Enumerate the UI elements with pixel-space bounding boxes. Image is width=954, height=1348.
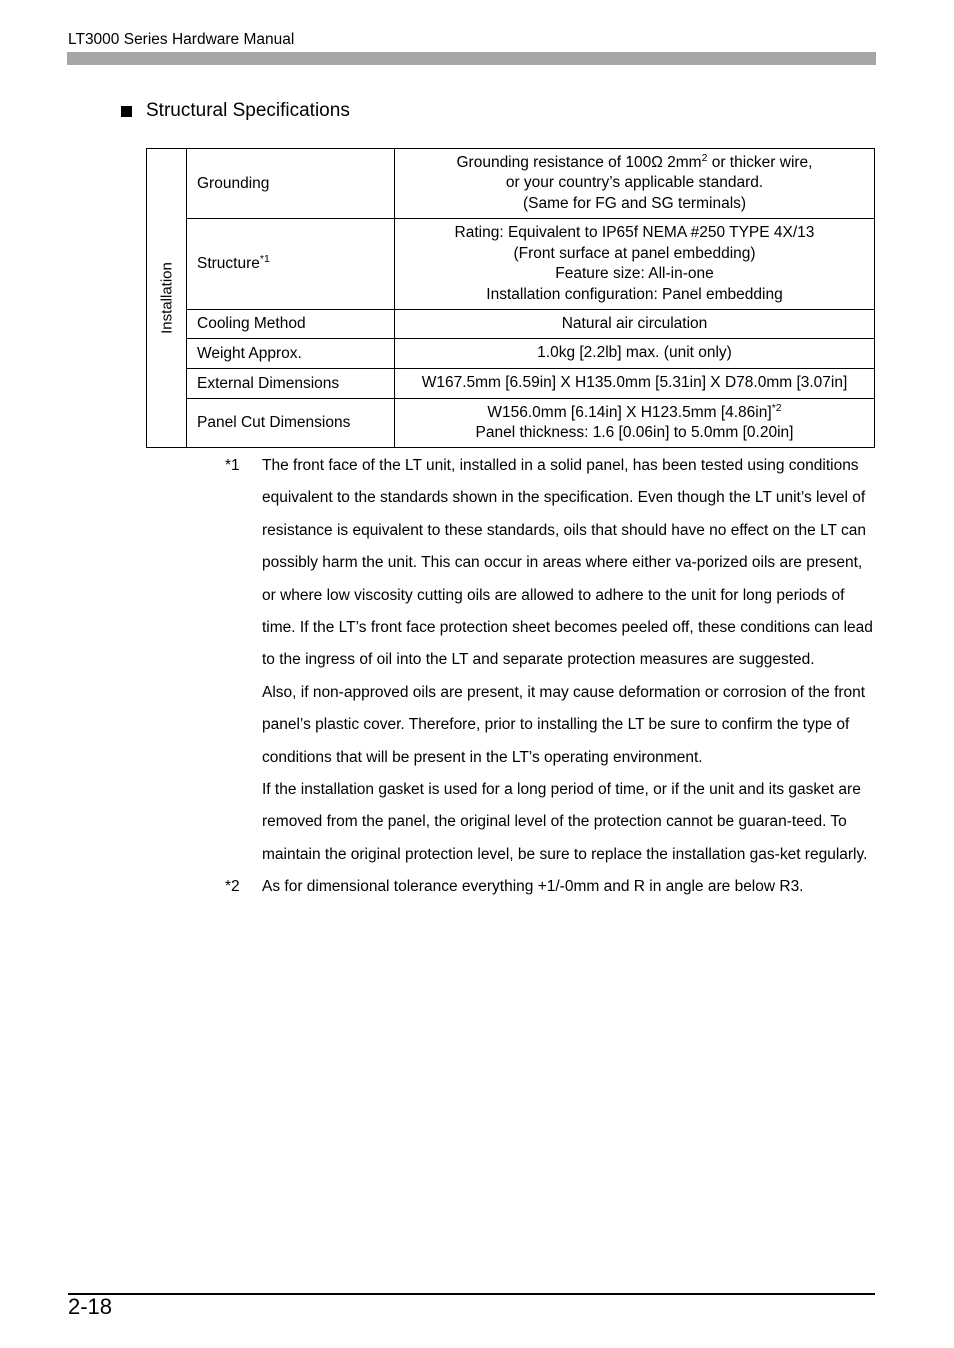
spec-label-cell [187,149,395,219]
spec-value-text: or thicker wire, [707,153,813,171]
spec-row [147,149,875,219]
spec-label-cell [187,219,395,310]
footnote-paragraph: If the installation gasket is used for a long period of time, or if the unit and its gasket are removed from the panel, the original level of the protection cannot be guaran-teed. To maintain the original protection level, be sure to replace the installation gas-ket regularly. [262,781,868,863]
spec-value-cell [395,310,875,339]
footnote-paragraph: Also, if non-approved oils are present, it may cause deformation or corrosion of the front panel’s plastic cover. Therefore, prior to installing the LT be sure to confirm the type of conditions that will be present in the LT’s operating environment. [262,683,866,766]
footnote-paragraph: As for dimensional tolerance everything +1/-0mm and R in angle are below R3. [262,878,804,896]
page-number: 2-18 [68,1294,113,1319]
spec-row [147,369,875,399]
footnote-paragraph: The front face of the LT unit, installed in a solid panel, has been tested using conditions equivalent to the standards shown in the specification. Even though the LT unit’s level of resistance is equivalent to these standards, oils that should have no effect on the LT can possibly harm the unit. This can occur in areas where either va-porized oils are present, or where low viscosity cutting oils are allowed to adhere to the unit for long periods of time. If the LT’s front face protection sheet becomes peeled off, these conditions can lead to the ingress of oil into the LT and separate protection measures are suggested. [262,457,873,669]
superscript: 2 [701,151,708,164]
spec-row [147,310,875,339]
spec-value-line [395,285,874,306]
spec-value-text: or your country’s applicable standard. [505,174,764,192]
spec-label: Cooling Method [197,315,306,332]
spec-label: Grounding [197,174,270,192]
spec-value-text: W156.0mm [6.14in] X H123.5mm [4.86in] [487,403,772,421]
footer-rule [68,1293,875,1295]
structural-spec-table [146,148,875,448]
spec-label-cell [187,399,395,448]
spec-group-label: Installation [158,262,175,334]
spec-value-text: 1.0kg [2.2lb] max. (unit only) [537,344,732,362]
spec-value-line [395,194,874,215]
spec-value-line [395,343,874,364]
spec-row [147,399,875,448]
spec-value-text: Natural air circulation [561,314,708,332]
spec-value-line [395,373,874,394]
spec-label: Weight Approx. [197,344,302,362]
spec-row [147,219,875,310]
spec-label: External Dimensions [197,374,340,392]
spec-value-cell [395,219,875,310]
spec-group-cell [147,149,187,448]
footnote [225,871,877,903]
spec-value-line [395,244,874,265]
spec-value-line [395,223,874,244]
footnote-marker: *2 [225,878,240,896]
footnote-ref: *1 [259,253,270,265]
spec-value-text: (Front surface at panel embedding) [513,244,756,262]
square-bullet-icon [121,106,132,117]
spec-value-text: Panel thickness: 1.6 [0.06in] to 5.0mm [0.20in] [475,424,794,441]
spec-value-cell [395,399,875,448]
spec-value-text: W167.5mm [6.59in] X H135.0mm [5.31in] X D78.0mm [3.07in] [421,374,848,392]
footnotes [225,450,877,904]
spec-value-text: Feature size: All-in-one [555,265,714,282]
spec-label-cell [187,339,395,369]
spec-value-text: Installation configuration: Panel embedding [486,285,783,303]
spec-value-line [395,314,874,335]
spec-value-line [395,153,874,174]
spec-value-cell [395,369,875,399]
spec-label-cell [187,310,395,339]
header-rule-bar [67,52,876,65]
spec-value-line [395,173,874,194]
spec-label-cell [187,369,395,399]
section-heading [121,100,350,122]
spec-value-cell [395,339,875,369]
spec-label: Structure [197,255,260,272]
spec-label: Panel Cut Dimensions [197,414,351,431]
spec-row [147,339,875,369]
spec-value-text: (Same for FG and SG terminals) [522,194,747,212]
footnote [225,450,877,871]
spec-value-text: Rating: Equivalent to IP65f NEMA #250 TYPE 4X/13 [454,224,815,241]
spec-value-line [395,403,874,424]
superscript: *2 [771,401,782,414]
running-header-title: LT3000 Series Hardware Manual [68,31,295,48]
section-heading-text: Structural Specifications [146,100,350,121]
spec-value-text: Grounding resistance of 100Ω 2mm [456,153,702,171]
footnote-marker: *1 [225,457,240,474]
spec-value-line [395,423,874,444]
spec-value-cell [395,149,875,219]
spec-value-line [395,264,874,285]
